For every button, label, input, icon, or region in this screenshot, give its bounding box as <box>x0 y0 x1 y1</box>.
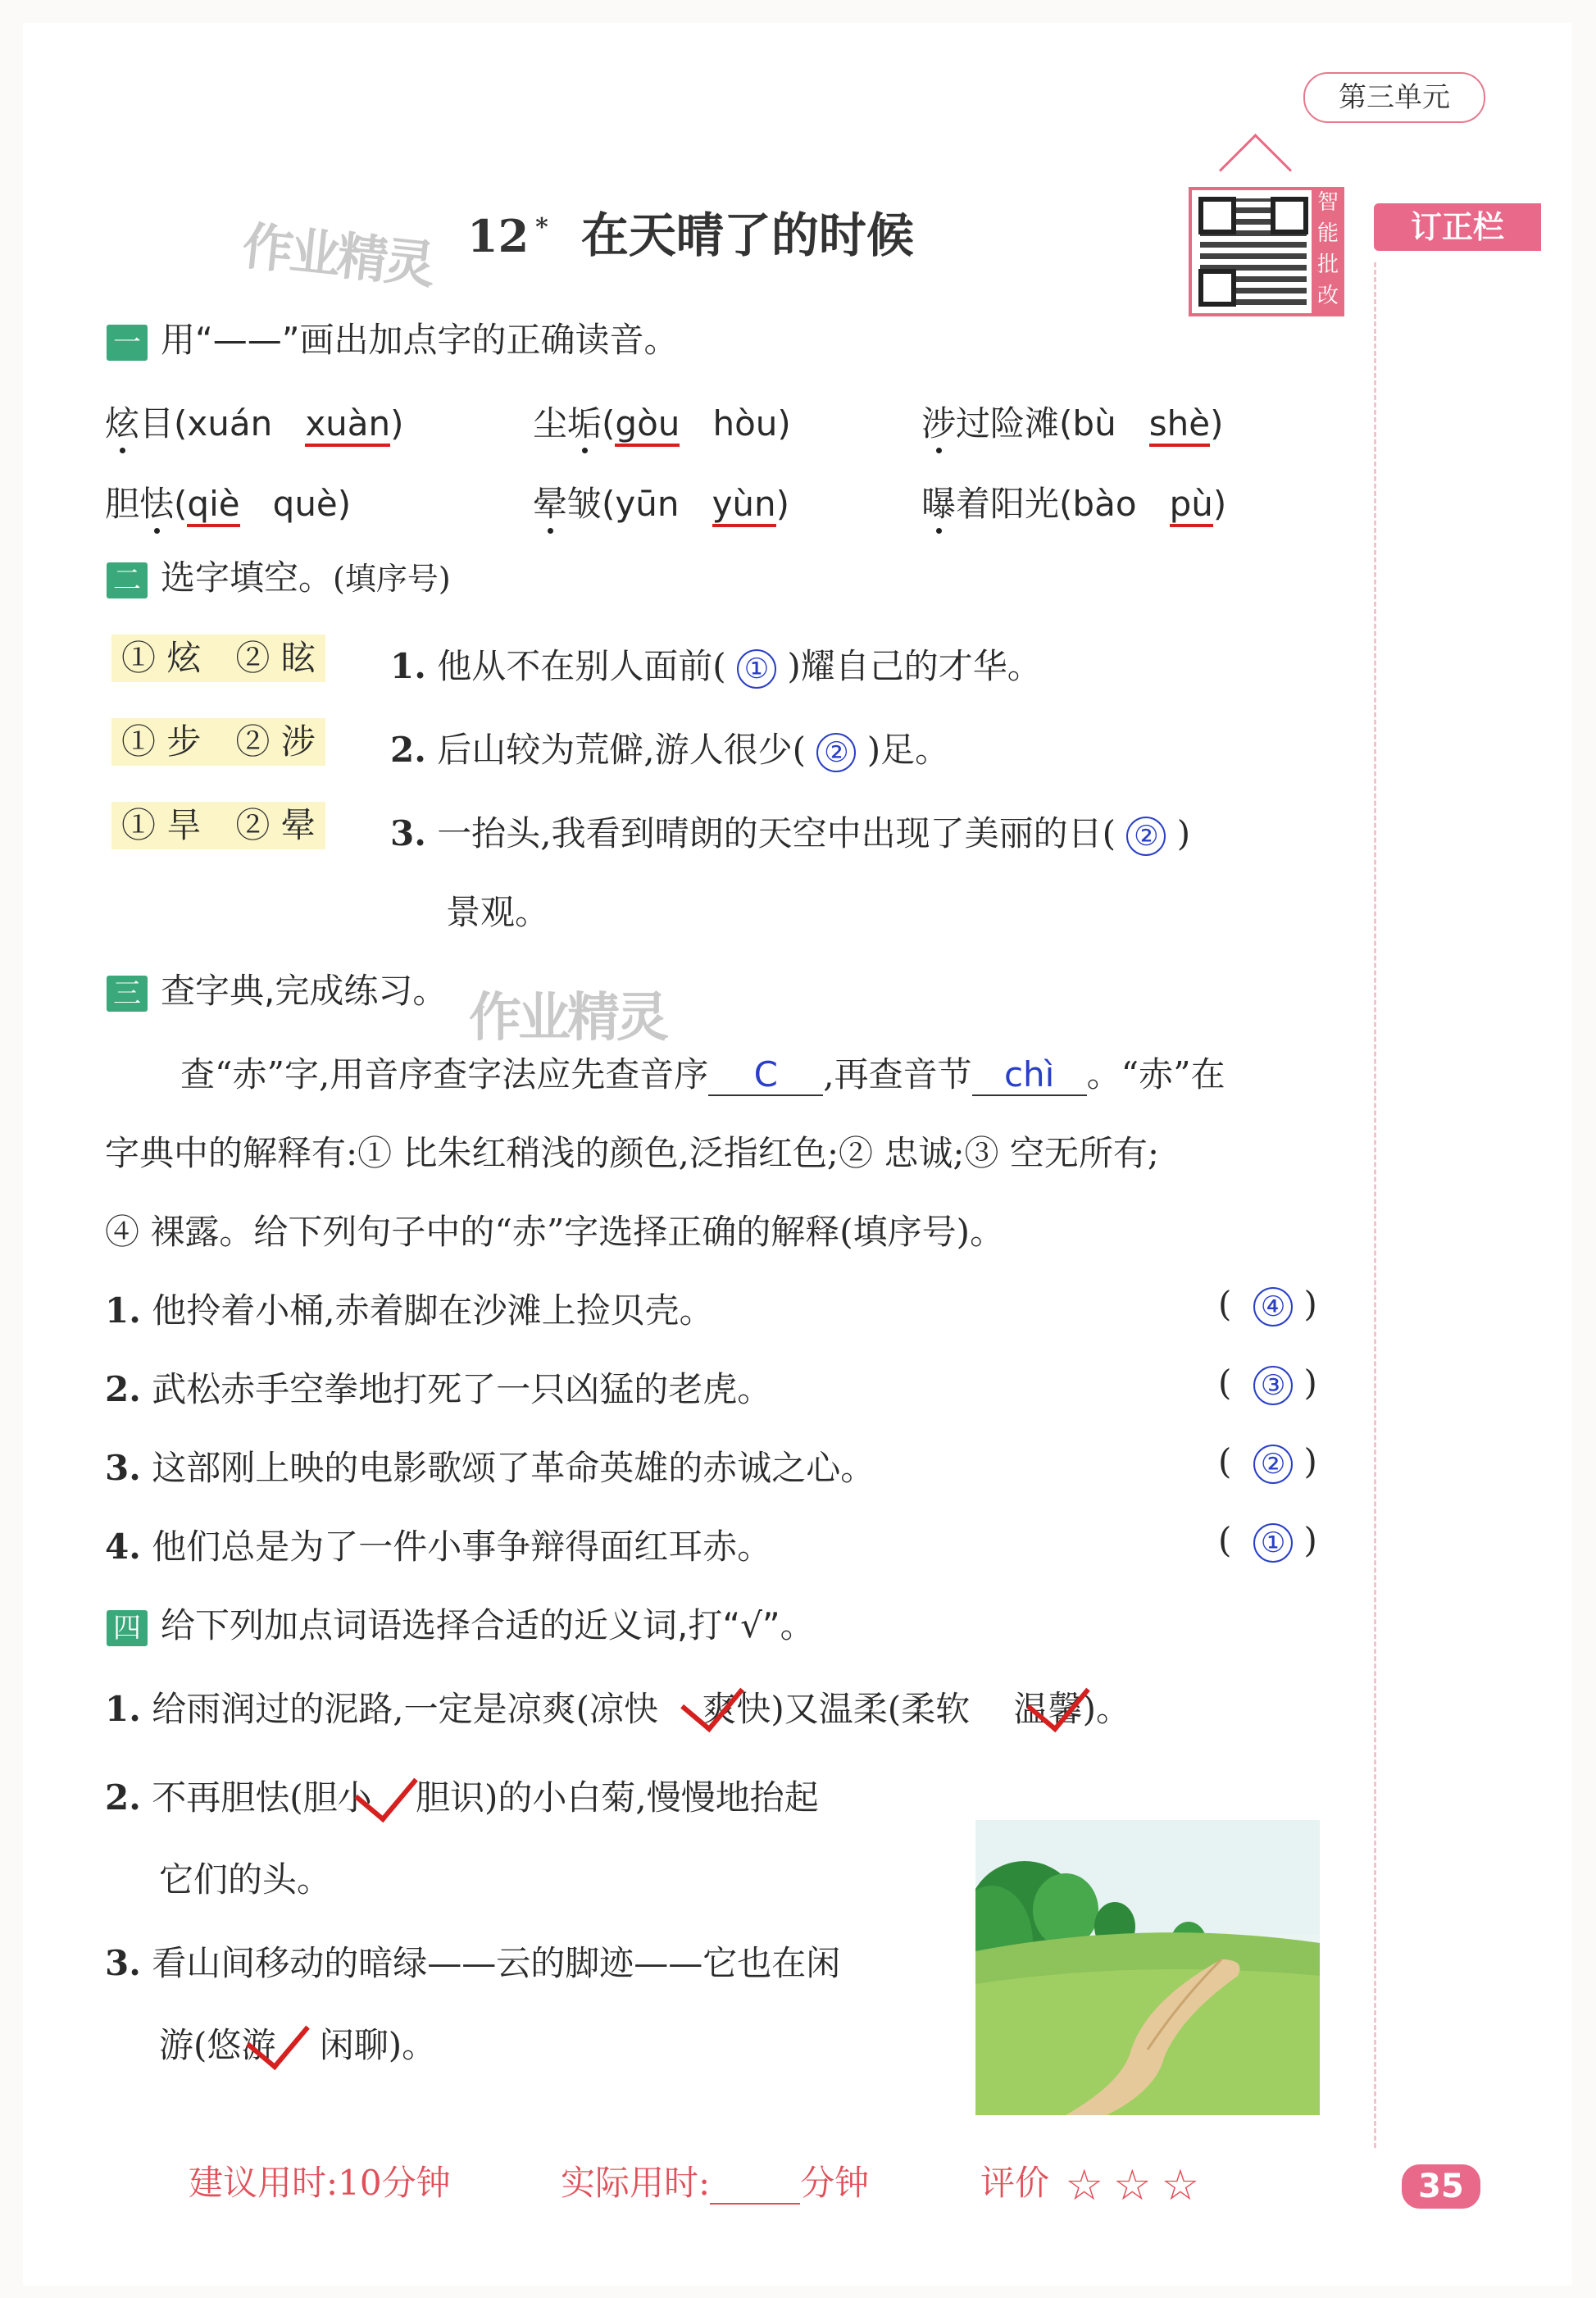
lesson-title <box>467 197 914 266</box>
pinyin-answer: gòu <box>615 403 680 447</box>
paragraph-text: 。“赤”在 <box>1086 1054 1225 1094</box>
dictionary-paragraph: 字典中的解释有:① 比朱红稍浅的颜色,泛指红色;② 忠诚;③ 空无所有; <box>105 1133 1160 1173</box>
unit-tag: 第三单元 <box>1303 72 1485 123</box>
star-icon[interactable]: ☆ <box>1113 2161 1152 2210</box>
answer: ① <box>1253 1523 1293 1563</box>
word: 胆怯 <box>105 484 175 524</box>
question-number: 2. <box>105 1369 141 1409</box>
dictionary-paragraph <box>180 1048 1225 1097</box>
question-text: 他从不在别人面前( <box>437 646 726 686</box>
question-text: )耀自己的才华。 <box>787 646 1042 686</box>
fill-question <box>390 723 949 772</box>
question-number: 2. <box>105 1777 141 1818</box>
pinyin-item: 晕皱(yūn yùn) <box>533 477 789 526</box>
sentence-text: 武松赤手空拳地打死了一只凶猛的老虎。 <box>152 1369 772 1409</box>
question-text: ) <box>1176 813 1191 853</box>
section-title: 用“——”画出加点字的正确读音。 <box>161 320 679 360</box>
actual-time-blank[interactable] <box>710 2163 800 2205</box>
question-text: 爽快)又温柔(柔软 <box>702 1689 971 1729</box>
pinyin-answer: yùn <box>712 484 776 527</box>
question-number: 4. <box>105 1527 141 1567</box>
actual-time <box>561 2156 869 2205</box>
pinyin-option: què <box>272 484 338 524</box>
pinyin-item: 涉过险滩(bù shè) <box>921 397 1224 446</box>
question-number: 3. <box>390 813 426 853</box>
section-badge: 三 <box>107 976 148 1012</box>
fill-question <box>390 639 1042 689</box>
fill-question <box>390 807 1190 856</box>
actual-time-unit: 分钟 <box>800 2163 870 2203</box>
pinyin-option: bù <box>1072 403 1116 444</box>
actual-time-label: 实际用时: <box>561 2163 711 2203</box>
lesson-number: 12 <box>467 210 530 262</box>
question-text: 一抬头,我看到晴朗的天空中出现了美丽的日( <box>437 813 1116 853</box>
question-text: 后山较为荒僻,游人很少( <box>437 730 806 770</box>
question-text: )足。 <box>866 730 950 770</box>
suggested-time: 建议用时:10分钟 <box>189 2163 451 2203</box>
char-options: ① 步 ② 涉 <box>111 718 325 766</box>
section-badge: 一 <box>107 325 148 361</box>
answer: ② <box>1126 817 1166 856</box>
char-options: ① 旱 ② 晕 <box>111 802 325 849</box>
question-text: 闲聊)。 <box>319 2025 437 2065</box>
section-title: 选字填空。 <box>161 557 334 598</box>
section-badge: 二 <box>107 562 148 598</box>
pinyin-answer: shè <box>1149 403 1210 447</box>
rating-label: 评价 <box>980 2163 1050 2203</box>
qr-corner <box>1271 197 1308 234</box>
word: 曝着阳光 <box>921 484 1060 524</box>
sentence-text: 这部刚上映的电影歌颂了革命英雄的赤诚之心。 <box>152 1448 875 1488</box>
sentence-text: 他们总是为了一件小事争辩得面红耳赤。 <box>152 1527 772 1567</box>
question-text: 温馨)。 <box>1013 1689 1130 1729</box>
section-note: (填序号) <box>333 561 451 597</box>
pinyin-answer: qiè <box>187 484 239 527</box>
qr-code[interactable] <box>1189 187 1318 316</box>
meadow-path-illustration <box>975 1820 1320 2115</box>
lesson-title-text: 在天晴了的时候 <box>580 207 914 263</box>
word: 尘垢 <box>533 403 602 444</box>
answer: ② <box>1253 1445 1293 1484</box>
section4-heading <box>107 1599 815 1648</box>
sentence-item <box>105 1441 875 1490</box>
qr-corner <box>1198 197 1236 234</box>
question-number: 2. <box>390 730 426 770</box>
correction-divider <box>1374 262 1376 2148</box>
question-number: 3. <box>105 1448 141 1488</box>
question-text: 胆识)的小白菊,慢慢地抬起 <box>416 1777 819 1818</box>
question-text: 游(悠游 <box>159 2025 276 2065</box>
paragraph-text: 查“赤”字,用音序查字法应先查音序 <box>180 1054 709 1094</box>
pinyin-item: 曝着阳光(bào pù) <box>921 477 1226 526</box>
qr-corner <box>1198 269 1236 307</box>
page-number: 35 <box>1402 2164 1480 2209</box>
sentence-item <box>105 1520 771 1569</box>
question-number: 1. <box>390 646 426 686</box>
sentence-item <box>105 1284 714 1333</box>
synonym-question <box>105 1682 1130 1731</box>
question-text: 看山间移动的暗绿——云的脚迹——它也在闲 <box>152 1943 841 1983</box>
sentence-text: 他拎着小桶,赤着脚在沙滩上捡贝壳。 <box>152 1290 714 1331</box>
dictionary-paragraph: ④ 裸露。给下列句子中的“赤”字选择正确的解释(填序号)。 <box>105 1212 1005 1252</box>
pinyin-option: xuán <box>187 403 273 444</box>
pinyin-option: hòu <box>712 403 778 444</box>
answer: ② <box>816 733 856 772</box>
pinyin-item: 胆怯(qiè què) <box>105 477 351 526</box>
char-options: ① 炫 ② 眩 <box>111 635 325 682</box>
answer-paren: ( ④ ) <box>1218 1284 1317 1326</box>
word: 晕皱 <box>533 484 602 524</box>
smart-grading-label: 智能批改 <box>1312 187 1344 316</box>
answer-paren: ( ① ) <box>1218 1520 1317 1563</box>
pinyin-option: yūn <box>615 484 680 524</box>
section2-heading <box>107 551 451 600</box>
answer: ① <box>737 649 776 689</box>
fill-question-cont: 景观。 <box>446 892 550 932</box>
question-number: 1. <box>105 1689 141 1729</box>
star-icon[interactable]: ☆ <box>1065 2161 1103 2210</box>
section-badge: 四 <box>107 1610 148 1646</box>
section3-heading <box>107 964 447 1013</box>
sentence-item <box>105 1363 771 1412</box>
question-text: 给雨润过的泥路,一定是凉爽(凉快 <box>152 1689 658 1729</box>
pinyin-item: 尘垢(gòu hòu) <box>533 397 791 446</box>
star-icon[interactable]: ☆ <box>1161 2161 1200 2210</box>
question-text: 不再胆怯(胆小 <box>152 1777 372 1818</box>
section-title: 查字典,完成练习。 <box>161 971 448 1011</box>
synonym-question <box>105 1936 840 1986</box>
rating <box>980 2156 1204 2210</box>
section1-heading <box>107 313 679 362</box>
watermark: 作业精灵 <box>239 216 435 295</box>
pinyin-option: bào <box>1072 484 1137 524</box>
pinyin-answer: pù <box>1170 484 1213 527</box>
watermark: 作业精灵 <box>469 988 666 1049</box>
pinyin-item: 炫目(xuán xuàn) <box>105 397 404 446</box>
correction-column-label: 订正栏 <box>1374 203 1541 251</box>
synonym-question <box>105 1771 819 1820</box>
optional-star: * <box>535 212 548 242</box>
answer: C <box>753 1054 778 1094</box>
question-number: 1. <box>105 1290 141 1331</box>
section-title: 给下列加点词语选择合适的近义词,打“√”。 <box>161 1605 815 1645</box>
answer: ③ <box>1253 1366 1293 1405</box>
synonym-question-cont: 它们的头。 <box>159 1859 332 1900</box>
paragraph-text: ,再查音节 <box>823 1054 972 1094</box>
word: 炫目 <box>105 403 175 444</box>
answer: ④ <box>1253 1287 1293 1326</box>
question-number: 3. <box>105 1943 141 1983</box>
word: 涉过险滩 <box>921 403 1060 444</box>
pinyin-answer: xuàn <box>305 403 390 447</box>
answer-paren: ( ③ ) <box>1218 1363 1317 1405</box>
answer: chì <box>1003 1054 1055 1094</box>
answer-paren: ( ② ) <box>1218 1441 1317 1484</box>
